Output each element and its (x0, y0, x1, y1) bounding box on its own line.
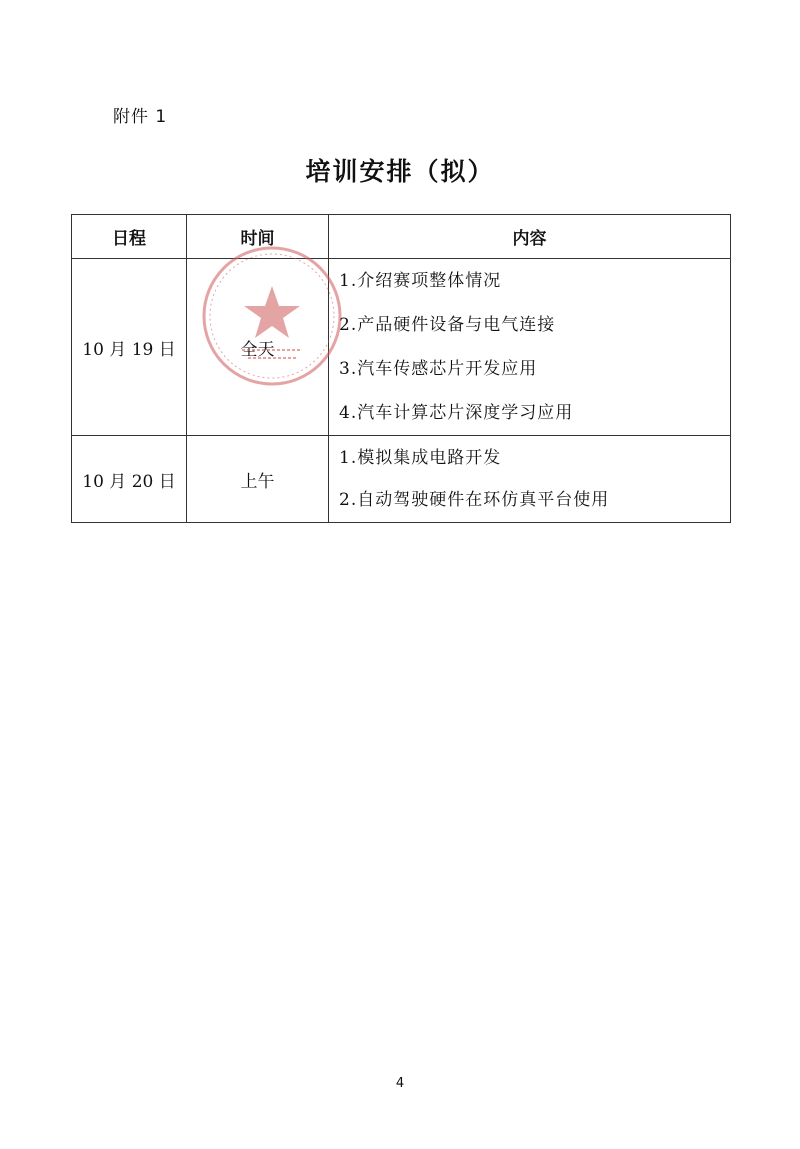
header-date: 日程 (72, 215, 187, 259)
training-schedule-table (71, 214, 731, 523)
document-title: 培训安排（拟） (305, 157, 495, 186)
row-content (329, 259, 731, 436)
header-content: 内容 (329, 215, 731, 259)
content-list (329, 437, 730, 521)
content-item: 1.模拟集成电路开发 (339, 448, 502, 468)
row-date: 10 月 20 日 (72, 436, 187, 523)
row-time: 全天 (187, 259, 329, 436)
row-date: 10 月 19 日 (72, 259, 187, 436)
page-number: 4 (395, 1076, 405, 1091)
row-time: 上午 (187, 436, 329, 523)
header-time: 时间 (187, 215, 329, 259)
content-item: 1.介绍赛项整体情况 (339, 271, 502, 291)
table-header-row (72, 215, 731, 259)
attachment-label: 附件 1 (113, 107, 168, 127)
content-item: 2.产品硬件设备与电气连接 (339, 315, 556, 335)
content-item: 2.自动驾驶硬件在环仿真平台使用 (339, 490, 610, 510)
table-row (72, 436, 731, 523)
row-content (329, 436, 731, 523)
content-item: 3.汽车传感芯片开发应用 (339, 359, 538, 379)
table-row (72, 259, 731, 436)
content-item: 4.汽车计算芯片深度学习应用 (339, 403, 574, 423)
content-list (329, 259, 730, 435)
